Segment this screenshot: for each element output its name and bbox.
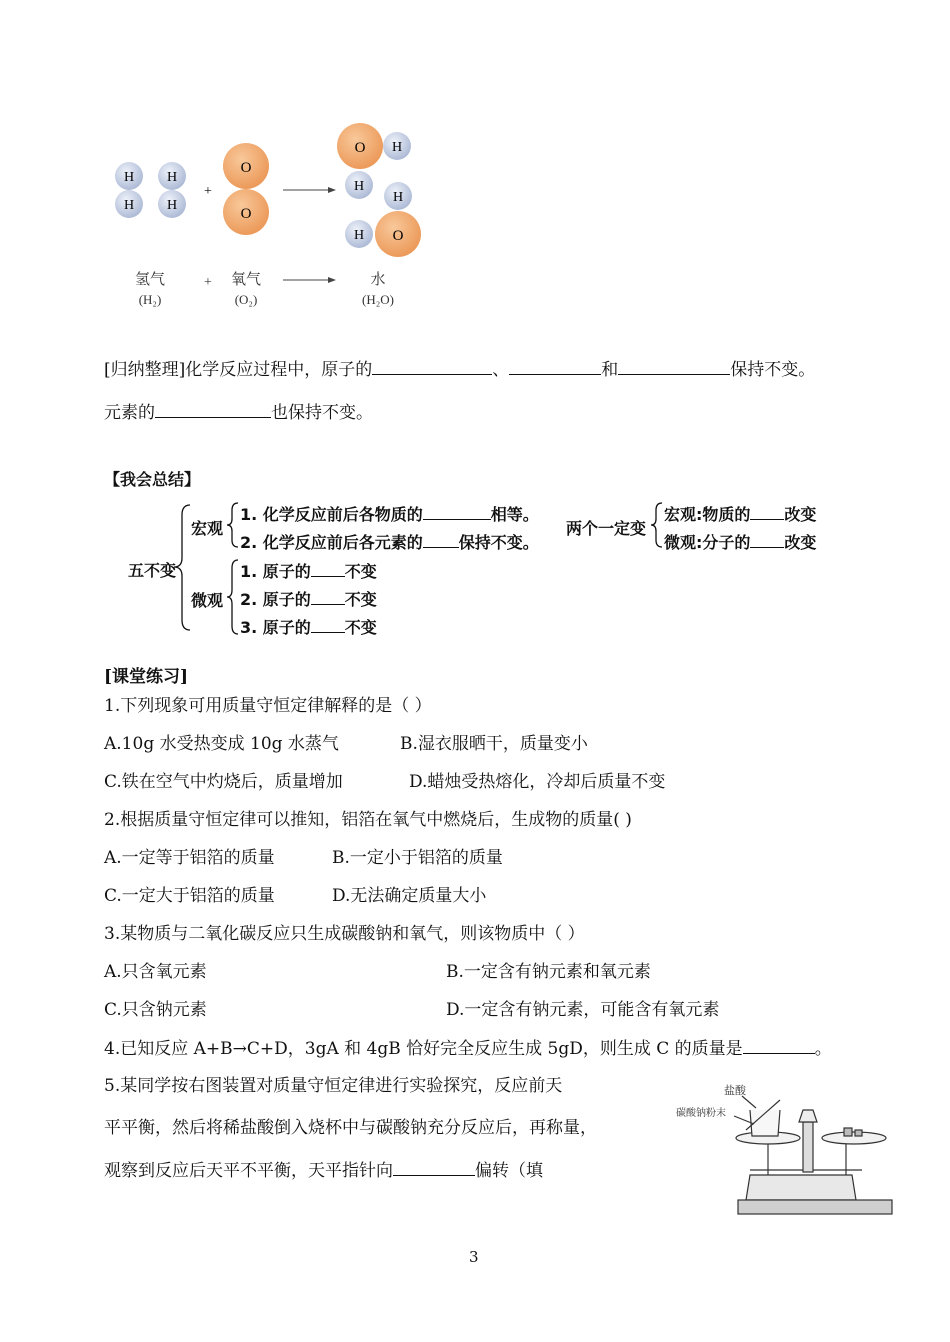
question-2: 2.根据质量守恒定律可以推知，铝箔在氧气中燃烧后，生成物的质量( ) [104,810,632,830]
svg-text:(H₂): (H₂) [138,292,162,307]
q2-option-d: D.无法确定质量大小 [332,886,487,906]
svg-text:O: O [240,206,252,222]
two-change-label: 两个一定变 [566,519,647,538]
svg-text:+: + [204,184,212,199]
question-4: 4.已知反应 A+B→C+D，3gA 和 4gB 恰好完全反应生成 5gD，则生成 C 的质量是 。 [104,1039,832,1059]
svg-text:H: H [123,170,135,185]
svg-text:H: H [166,170,178,185]
svg-text:+: + [204,275,212,290]
q1-option-c: C.铁在空气中灼烧后，质量增加 [104,772,343,792]
question-5-line-3: 观察到反应后天平不平衡，天平指针向 偏转（填 [104,1161,543,1181]
svg-text:氢气: 氢气 [134,272,166,288]
svg-text:H: H [166,198,178,213]
q2-option-b: B.一定小于铝箔的质量 [332,848,503,868]
question-3: 3.某物质与二氧化碳反应只生成碳酸钠和氧气，则该物质中（ ） [104,924,585,944]
question-1: 1.下列现象可用质量守恒定律解释的是（ ） [104,696,432,716]
summary-line-2: 元素的 也保持不变。 [104,403,373,423]
q1-option-d: D.蜡烛受热熔化，冷却后质量不变 [409,772,666,792]
q2-option-a: A.一定等于铝箔的质量 [104,848,275,868]
svg-text:O: O [240,160,252,176]
svg-text:氧气: 氧气 [230,272,262,288]
q3-option-c: C.只含钠元素 [104,1000,207,1020]
summary-line-1: [归纳整理]化学反应过程中，原子的 、 和 保持不变。 [104,360,816,380]
change-item-2: 微观:分子的 改变 [664,533,817,552]
page-number: 3 [469,1248,479,1266]
micro-item-3: 3. 原子的 不变 [240,618,377,637]
q2-option-c: C.一定大于铝箔的质量 [104,886,275,906]
svg-text:水: 水 [370,272,386,288]
micro-item-2: 2. 原子的 不变 [240,590,377,609]
macro-item-2: 2. 化学反应前后各元素的 保持不变。 [240,533,539,552]
svg-text:(O₂): (O₂) [234,292,258,307]
macro-label: 宏观 [191,519,224,538]
svg-text:H: H [392,190,404,205]
svg-text:H: H [353,228,365,243]
q3-option-d: D.一定含有钠元素，可能含有氧元素 [446,1000,720,1020]
svg-text:碳酸钠粉末: 碳酸钠粉末 [676,1108,726,1119]
change-item-1: 宏观:物质的 改变 [664,505,817,524]
svg-text:H: H [391,140,403,155]
q3-option-a: A.只含氧元素 [104,962,207,982]
svg-text:O: O [354,140,366,156]
question-5-line-2: 平平衡，然后将稀盐酸倒入烧杯中与碳酸钠充分反应后，再称量， [104,1118,597,1138]
exercise-heading: [课堂练习] [104,667,189,687]
svg-text:H: H [353,179,365,194]
question-5-line-1: 5.某同学按右图装置对质量守恒定律进行实验探究，反应前天 [104,1076,563,1096]
conclusion-heading: 【我会总结】 [104,470,201,489]
micro-item-1: 1. 原子的 不变 [240,562,377,581]
svg-text:盐酸: 盐酸 [724,1085,746,1097]
q1-option-a: A.10g 水受热变成 10g 水蒸气 [104,734,339,754]
balance-scale-illustration [672,1080,902,1222]
micro-label: 微观 [191,591,224,610]
five-unchanged-label: 五不变 [128,561,177,580]
svg-text:H: H [123,198,135,213]
svg-text:O: O [392,228,404,244]
svg-text:(H₂O): (H₂O) [362,292,394,307]
q1-option-b: B.湿衣服晒干，质量变小 [400,734,588,754]
macro-item-1: 1. 化学反应前后各物质的 相等。 [240,505,539,524]
q3-option-b: B.一定含有钠元素和氧元素 [446,962,651,982]
